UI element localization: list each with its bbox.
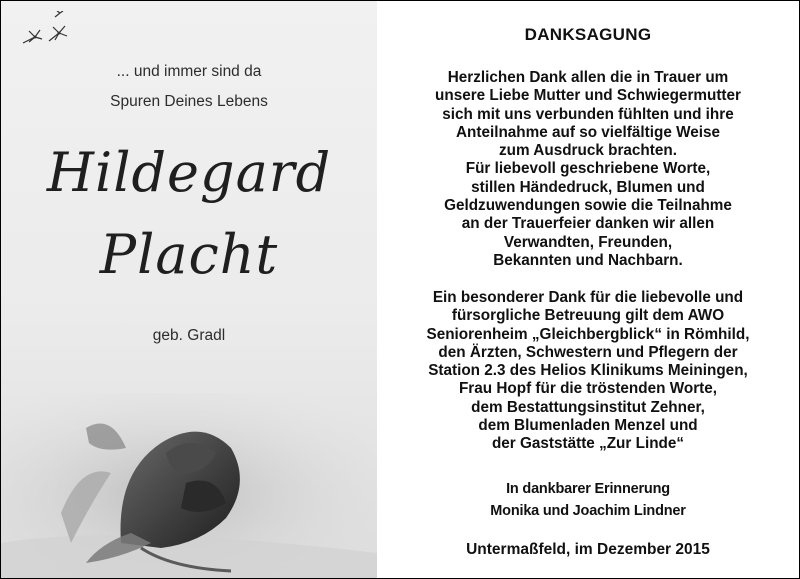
text-line: Verwandten, Freunden,: [503, 233, 673, 251]
text-line: stillen Händedruck, Blumen und: [471, 178, 705, 196]
signature-names: Monika und Joachim Lindner: [490, 503, 686, 519]
place-date: Untermaßfeld, im Dezember 2015: [466, 541, 710, 558]
deceased-last-name: Placht: [99, 223, 279, 286]
rose-photo: [1, 393, 377, 578]
text-line: dem Blumenladen Menzel und: [478, 417, 698, 435]
memorial-panel: [1, 1, 377, 578]
maiden-name: geb. Gradl: [152, 327, 226, 344]
thanks-panel: [377, 1, 799, 578]
dandelion-seeds-icon: [15, 11, 75, 53]
signature-block: [377, 478, 799, 522]
text-line: unsere Liebe Mutter und Schwiegermutter: [435, 87, 741, 105]
text-line: an der Trauerfeier danken wir allen: [461, 215, 715, 233]
text-line: zum Ausdruck brachten.: [499, 142, 677, 160]
motto-line: Spuren Deines Lebens: [110, 93, 268, 110]
thanks-paragraph: [377, 69, 799, 270]
text-line: dem Bestattungsinstitut Zehner,: [471, 398, 705, 416]
motto-line: ... und immer sind da: [116, 63, 262, 80]
special-thanks-paragraph: [377, 289, 799, 454]
text-line: Geldzuwendungen sowie die Teilnahme: [444, 197, 732, 215]
text-line: fürsorgliche Betreuung gilt dem AWO: [451, 307, 725, 325]
text-line: sich mit uns verbunden fühlten und ihre: [442, 105, 734, 123]
text-line: Station 2.3 des Helios Klinikums Meiningen,: [428, 362, 748, 380]
text-line: der Gaststätte „Zur Linde“: [491, 435, 685, 453]
text-line: Seniorenheim „Gleichbergblick“ in Römhild,: [426, 325, 750, 343]
text-line: den Ärzten, Schwestern und Pflegern der: [438, 343, 738, 361]
page-title: DANKSAGUNG: [524, 25, 652, 44]
signature-line: In dankbarer Erinnerung: [506, 481, 670, 497]
text-line: Bekannten und Nachbarn.: [493, 251, 683, 269]
text-line: Für liebevoll geschriebene Worte,: [465, 160, 711, 178]
deceased-first-name: Hildegard: [46, 141, 332, 204]
text-line: Herzlichen Dank allen die in Trauer um: [447, 69, 729, 86]
text-line: Anteilnahme auf so vielfältige Weise: [455, 123, 721, 141]
text-line: Frau Hopf für die tröstenden Worte,: [458, 380, 718, 398]
text-line: Ein besonderer Dank für die liebevolle und: [432, 289, 744, 306]
